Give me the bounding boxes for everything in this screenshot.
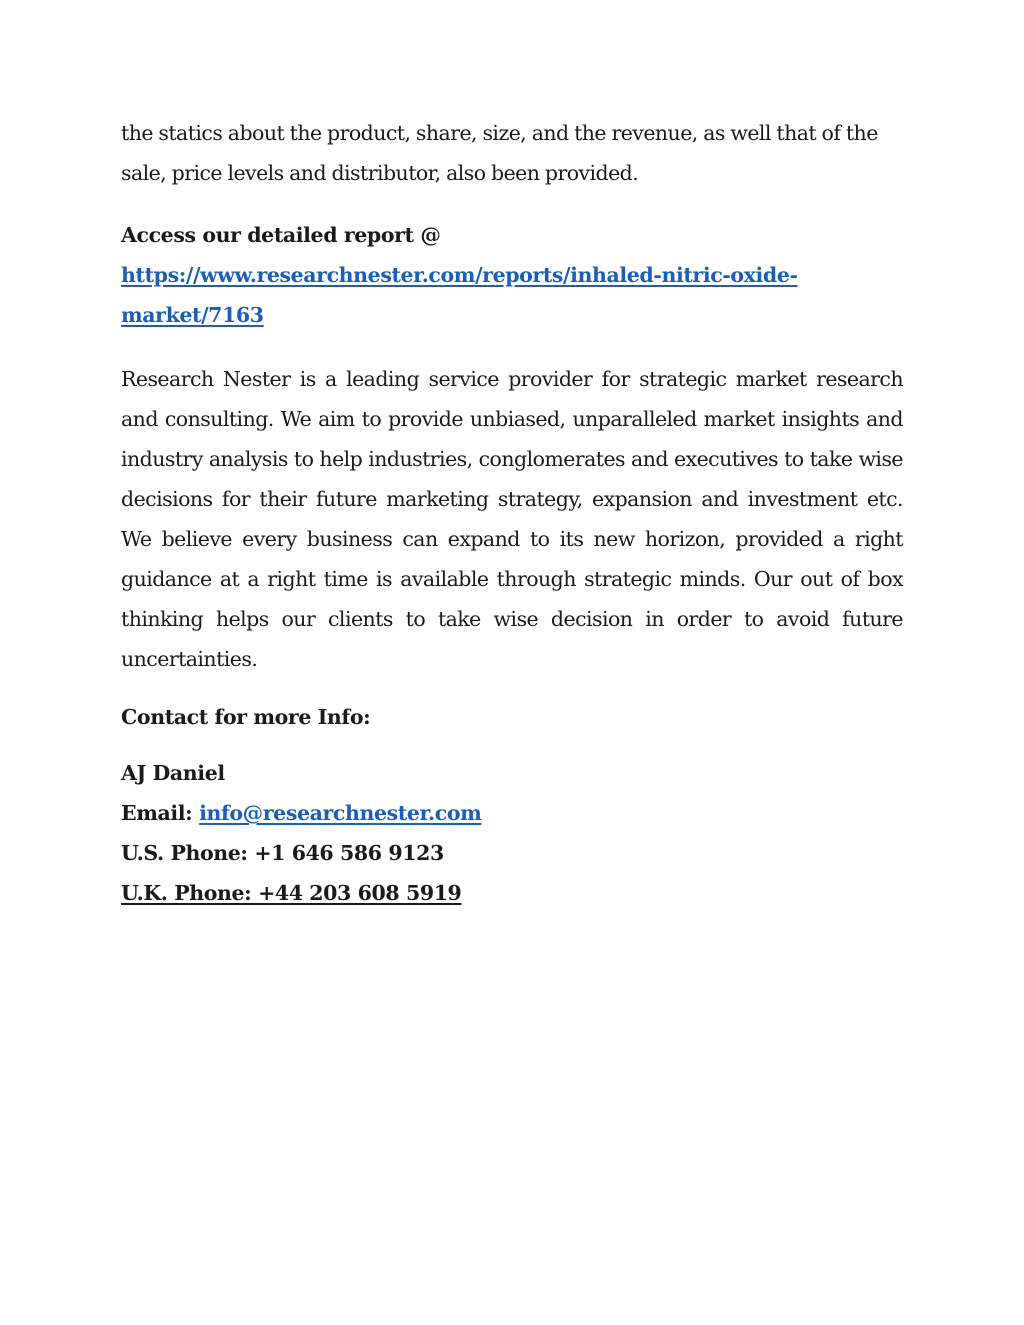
report-link[interactable] <box>121 255 903 335</box>
report-link-line-2[interactable]: market/7163 <box>121 303 264 327</box>
access-report-heading: Access our detailed report @ <box>121 223 441 247</box>
report-link-line-1[interactable]: https://www.researchnester.com/reports/inhaled-nitric-oxide- <box>121 263 798 287</box>
about-paragraph: Research Nester is a leading service provider for strategic market research and consulting. We aim to provide unbiased, unparalleled market insights and industry analysis to help industries, conglomerates and executives to take wise decisions for their future marketing strategy, expansion and investment etc. We believe every business can expand to its new horizon, provided a right guidance at a right time is available through strategic minds. Our out of box thinking helps our clients to take wise decision in order to avoid future uncertainties. <box>121 367 903 671</box>
uk-phone[interactable]: U.K. Phone: +44 203 608 5919 <box>121 881 462 905</box>
contact-name: AJ Daniel <box>121 761 225 785</box>
contact-email-line <box>121 793 903 833</box>
us-phone: U.S. Phone: +1 646 586 9123 <box>121 841 444 865</box>
document-page <box>121 113 903 913</box>
contact-details <box>121 753 903 913</box>
email-label: Email: <box>121 801 193 825</box>
intro-paragraph: the statics about the product, share, size, and the revenue, as well that of the sale, price levels and distributor, also been provided. <box>121 121 878 185</box>
uk-phone-line <box>121 873 903 913</box>
contact-heading: Contact for more Info: <box>121 705 371 729</box>
email-link[interactable]: info@researchnester.com <box>199 801 482 825</box>
